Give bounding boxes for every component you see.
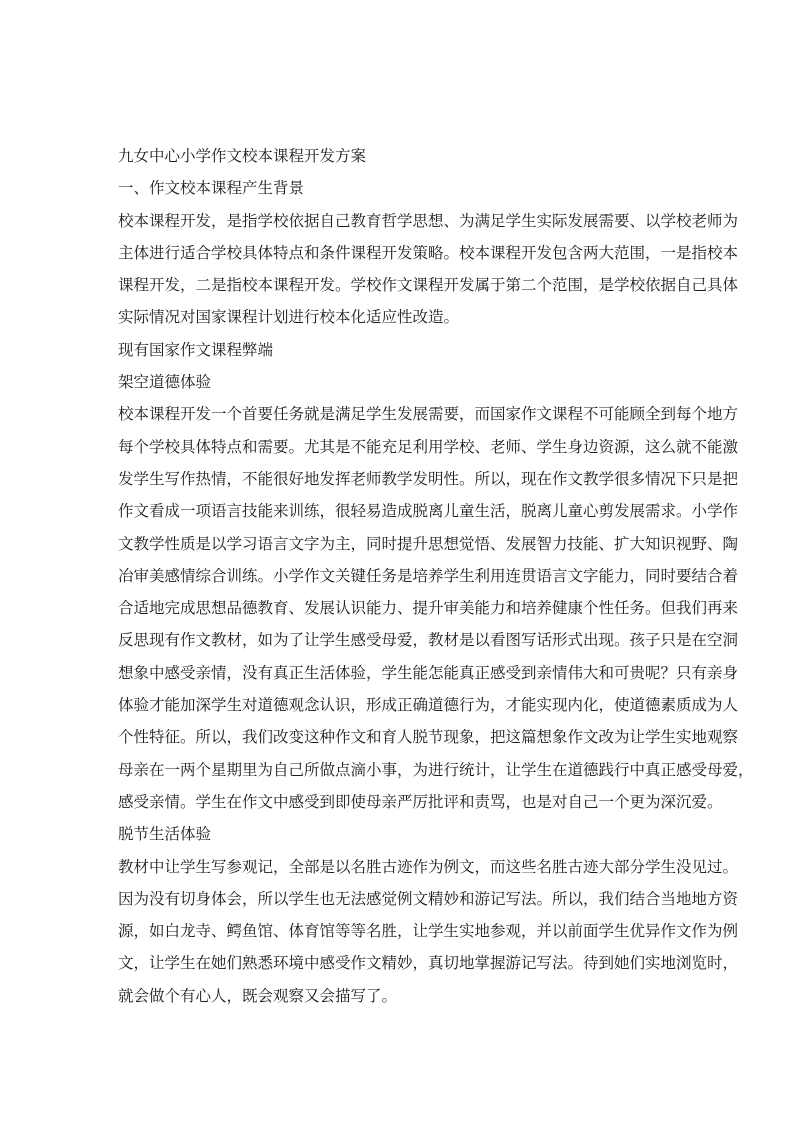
paragraph-line: 个性特征。所以，我们改变这种作文和育人脱节现象，把这篇想象作文改为让学生实地观察 [118,728,739,747]
paragraph-line: 每个学校具体特点和需要。尤其是不能充足利用学校、老师、学生身边资源，这么就不能激 [118,437,739,456]
paragraph-moral-experience [118,398,754,818]
paragraph-line: 反思现有作文教材，如为了让学生感受母爱，教材是以看图写话形式出现。孩子只是在空洞 [118,631,739,650]
subheading-existing-drawbacks: 现有国家作文课程弊端 [118,340,274,359]
paragraph-line: 文教学性质是以学习语言文字为主，同时提升思想觉悟、发展智力技能、扩大知识视野、陶 [118,534,739,553]
paragraph-school-based-curriculum [118,205,739,334]
paragraph-line: 作文看成一项语言技能来训练，很轻易造成脱离儿童生活，脱离儿童心剪发展需求。小学作 [118,502,739,521]
paragraph-line: 合适地完成思想品德教育、发展认识能力、提升审美能力和培养健康个性任务。但我们再来 [118,599,739,618]
subheading-moral-experience: 架空道德体验 [118,373,212,392]
paragraph-line: 就会做个有心人，既会观察又会描写了。 [118,986,398,1005]
paragraph-line: 发学生写作热情，不能很好地发挥老师教学发明性。所以，现在作文教学很多情况下只是把 [118,469,739,488]
subheading-life-experience: 脱节生活体验 [118,825,212,844]
paragraph-line: 校本课程开发一个首要任务就是满足学生发展需要，而国家作文课程不可能顾全到每个地方 [118,405,739,424]
paragraph-line: 主体进行适合学校具体特点和条件课程开发策略。校本课程开发包含两大范围，一是指校本 [118,243,739,262]
document-body [118,140,754,1012]
paragraph-line: 校本课程开发，是指学校依据自己教育哲学思想、为满足学生实际发展需要、以学校老师为 [118,211,739,230]
document-title: 九女中心小学作文校本课程开发方案 [118,147,367,165]
paragraph-line: 感受亲情。学生在作文中感受到即使母亲严厉批评和责骂，也是对自己一个更为深沉爱。 [118,792,723,811]
paragraph-line: 源，如白龙寺、鳄鱼馆、体育馆等等名胜，让学生实地参观，并以前面学生优异作文作为例 [118,922,739,941]
paragraph-line: 文，让学生在她们熟悉环境中感受作文精妙，真切地掌握游记写法。待到她们实地浏览时， [118,954,739,973]
paragraph-line: 实际情况对国家课程计划进行校本化适应性改造。 [118,308,460,327]
section-heading-background: 一、作文校本课程产生背景 [118,179,305,198]
paragraph-line: 体验才能加深学生对道德观念认识，形成正确道德行为，才能实现内化，使道德素质成为人 [118,696,739,715]
paragraph-line: 想象中感受亲情，没有真正生活体验，学生能怎能真正感受到亲情伟大和可贵呢？只有亲身 [118,663,739,682]
paragraph-life-experience [118,851,739,1012]
paragraph-line: 课程开发，二是指校本课程开发。学校作文课程开发属于第二个范围，是学校依据自己具体 [118,276,739,295]
paragraph-line: 冶审美感情综合训练。小学作文关键任务是培养学生利用连贯语言文字能力，同时要结合着 [118,566,739,585]
paragraph-line: 因为没有切身体会，所以学生也无法感觉例文精妙和游记写法。所以，我们结合当地地方资 [118,889,739,908]
paragraph-line: 教材中让学生写参观记，全部是以名胜古迹作为例文，而这些名胜古迹大部分学生没见过。 [118,857,739,876]
paragraph-line: 母亲在一两个星期里为自己所做点滴小事，为进行统计，让学生在道德践行中真正感受母爱， [118,760,754,779]
